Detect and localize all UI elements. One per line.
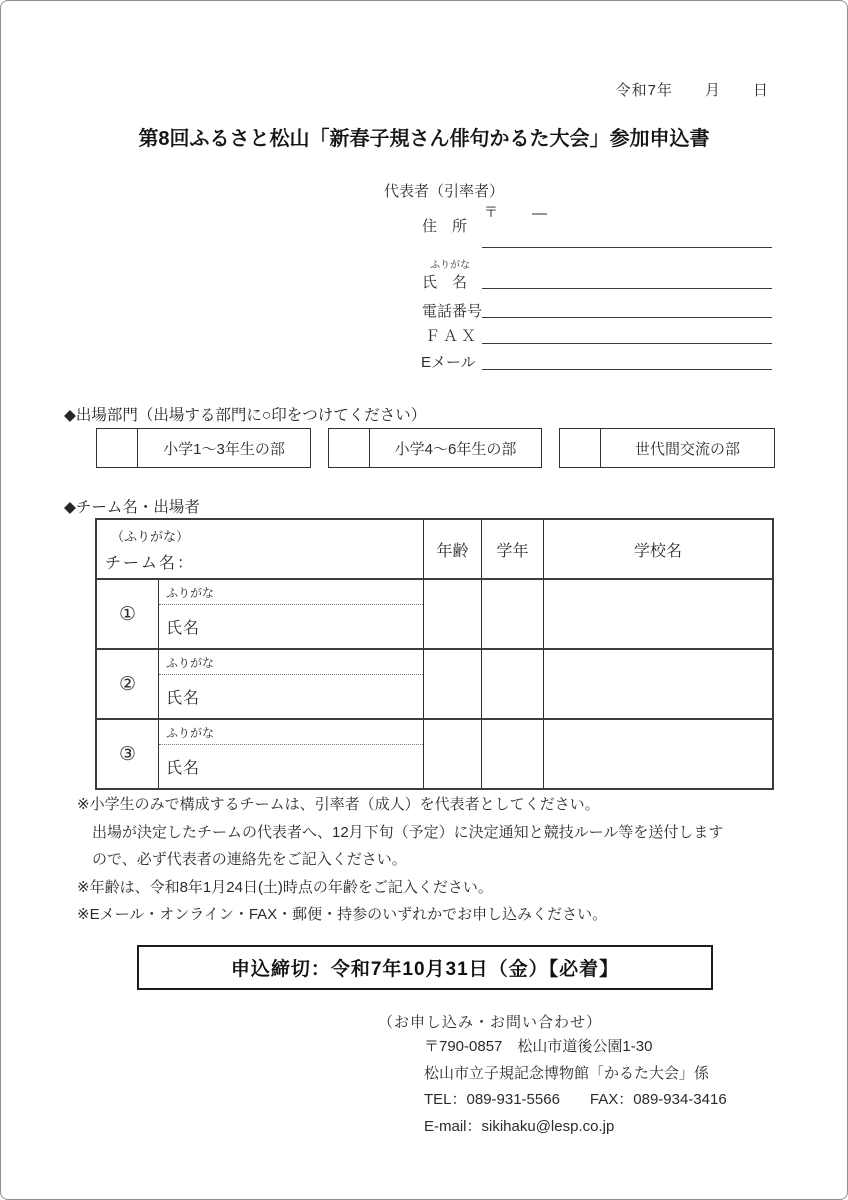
contact-heading: （お申し込み・お問い合わせ） [378, 1014, 603, 1031]
member-name-cell [159, 720, 423, 788]
email-label: Eメール [421, 354, 476, 371]
column-header-school: 学校名 [543, 520, 772, 578]
notes-block [77, 791, 777, 929]
phone-label: 電話番号 [422, 303, 483, 320]
division-option-elementary-4-6 [328, 428, 542, 468]
table-row [97, 648, 772, 718]
member-name-cell [159, 580, 423, 648]
member-name-cell [159, 650, 423, 718]
contact-tel-fax-line: TEL：089-931-5566 FAX：089-934-3416 [424, 1091, 727, 1108]
team-name-label: チーム名： [105, 555, 196, 572]
furigana-label: ふりがな [430, 260, 470, 271]
note-line: ※Eメール・オンライン・FAX・郵便・持参のいずれかでお申し込みください。 [77, 906, 608, 923]
member-furigana-label[interactable]: ふりがな [159, 720, 423, 745]
address-label: 住 所 [422, 218, 468, 235]
member-name-label[interactable]: 氏名 [166, 760, 201, 777]
team-furigana-header: （ふりがな） [111, 529, 190, 544]
team-name-header-cell[interactable] [97, 520, 423, 578]
member-furigana-label[interactable]: ふりがな [159, 580, 423, 605]
row-number: ① [97, 580, 159, 648]
postal-code-dash: ― [532, 205, 547, 222]
contact-organization-line: 松山市立子規記念博物館「かるた大会」係 [424, 1064, 710, 1082]
contact-block [424, 1034, 727, 1140]
row-number: ③ [97, 720, 159, 788]
name-label: 氏 名 [422, 274, 468, 291]
table-row [97, 578, 772, 648]
fax-input-line[interactable] [482, 343, 772, 344]
member-name-label[interactable]: 氏名 [166, 620, 201, 637]
note-line: ※小学生のみで構成するチームは、引率者（成人）を代表者としてください。 [77, 796, 600, 813]
school-cell[interactable] [543, 720, 772, 788]
table-row [97, 718, 772, 788]
representative-heading: 代表者（引率者） [384, 183, 505, 200]
postal-mark: 〒 [484, 204, 498, 220]
grade-cell[interactable] [481, 720, 543, 788]
deadline-text: 申込締切：令和7年10月31日（金）【必着】 [230, 959, 620, 980]
division-section-heading: ◆出場部門（出場する部門に○印をつけてください） [64, 407, 427, 424]
contact-address-line: 〒790-0857 松山市道後公園1-30 [424, 1038, 653, 1055]
division-option-label: 小学1〜3年生の部 [163, 440, 285, 458]
division-mark-cell-3[interactable] [560, 429, 601, 467]
phone-input-line[interactable] [482, 317, 772, 318]
division-option-elementary-1-3 [96, 428, 311, 468]
email-input-line[interactable] [482, 369, 772, 370]
note-line: 出場が決定したチームの代表者へ、12月下旬（予定）に決定通知と競技ルール等を送付します [92, 823, 724, 841]
grade-cell[interactable] [481, 580, 543, 648]
division-option-label: 小学4〜6年生の部 [394, 440, 517, 458]
deadline-box [137, 945, 713, 990]
member-name-label[interactable]: 氏名 [166, 690, 201, 707]
team-section-heading: ◆チーム名・出場者 [64, 499, 200, 516]
table-header-row [97, 520, 772, 578]
column-header-grade: 学年 [481, 520, 543, 578]
fax-label: ＦＡＸ [425, 328, 480, 345]
form-title: 第8回ふるさと松山「新春子規さん俳句かるた大会」参加申込書 [138, 128, 710, 150]
column-header-age: 年齢 [423, 520, 481, 578]
division-option-intergenerational [559, 428, 775, 468]
row-number: ② [97, 650, 159, 718]
team-table [95, 518, 774, 790]
age-cell[interactable] [423, 650, 481, 718]
division-mark-cell-2[interactable] [329, 429, 370, 467]
address-input-line[interactable] [482, 247, 772, 248]
school-cell[interactable] [543, 580, 772, 648]
division-option-label: 世代間交流の部 [634, 440, 740, 458]
school-cell[interactable] [543, 650, 772, 718]
age-cell[interactable] [423, 580, 481, 648]
note-line: ※年齢は、令和8年1月24日(土)時点の年齢をご記入ください。 [77, 878, 493, 896]
contact-email-line: E-mail：sikihaku@lesp.co.jp [424, 1117, 615, 1135]
name-input-line[interactable] [482, 288, 772, 289]
age-cell[interactable] [423, 720, 481, 788]
member-furigana-label[interactable]: ふりがな [159, 650, 423, 675]
date-line: 令和7年 月 日 [615, 82, 769, 99]
grade-cell[interactable] [481, 650, 543, 718]
note-line: ので、必ず代表者の連絡先をご記入ください。 [92, 851, 407, 868]
division-mark-cell-1[interactable] [97, 429, 138, 467]
